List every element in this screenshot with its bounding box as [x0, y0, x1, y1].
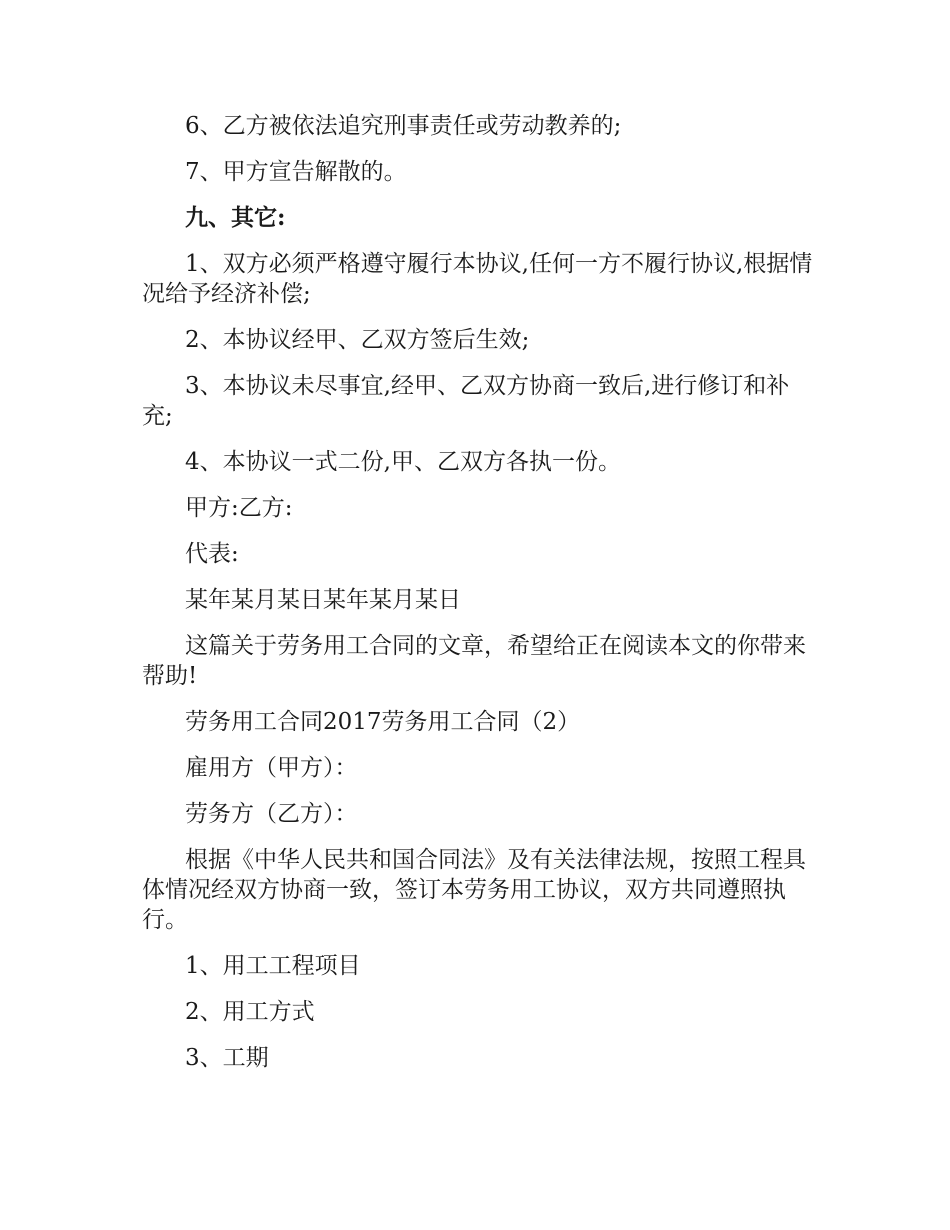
section-heading-other: 九、其它:: [185, 204, 286, 231]
item-project: 1、用工工程项目: [185, 953, 361, 979]
other-clause-4: 4、本协议一式二份,甲、乙双方各执一份。: [185, 449, 621, 475]
other-clause-3: 3、本协议未尽事宜,经甲、乙双方协商一致后,进行修订和补充;: [142, 373, 790, 429]
document-body: [142, 111, 814, 1089]
item-duration: 3、工期: [185, 1045, 269, 1071]
signature-representative: 代表:: [185, 541, 239, 567]
employer-party: 雇用方（甲方）：: [185, 755, 358, 781]
closing-note: 这篇关于劳务用工合同的文章，希望给正在阅读本文的你带来帮助!: [142, 633, 806, 689]
second-contract-title: 劳务用工合同2017劳务用工合同（2）: [185, 709, 581, 735]
signature-dates: 某年某月某日某年某月某日: [185, 587, 461, 613]
clause-7: 7、甲方宣告解散的。: [185, 159, 407, 185]
item-method: 2、用工方式: [185, 999, 315, 1025]
contract-preamble: 根据《中华人民共和国合同法》及有关法律法规，按照工程具体情况经双方协商一致，签订本劳务用工协议，双方共同遵照执行。: [142, 847, 806, 933]
signature-parties: 甲方:乙方:: [185, 495, 293, 521]
other-clause-1: 1、双方必须严格遵守履行本协议,任何一方不履行协议,根据情况给予经济补偿;: [142, 251, 813, 307]
other-clause-2: 2、本协议经甲、乙双方签后生效;: [185, 327, 530, 353]
labor-party: 劳务方（乙方）：: [185, 801, 358, 827]
clause-6: 6、乙方被依法追究刑事责任或劳动教养的;: [185, 113, 622, 139]
